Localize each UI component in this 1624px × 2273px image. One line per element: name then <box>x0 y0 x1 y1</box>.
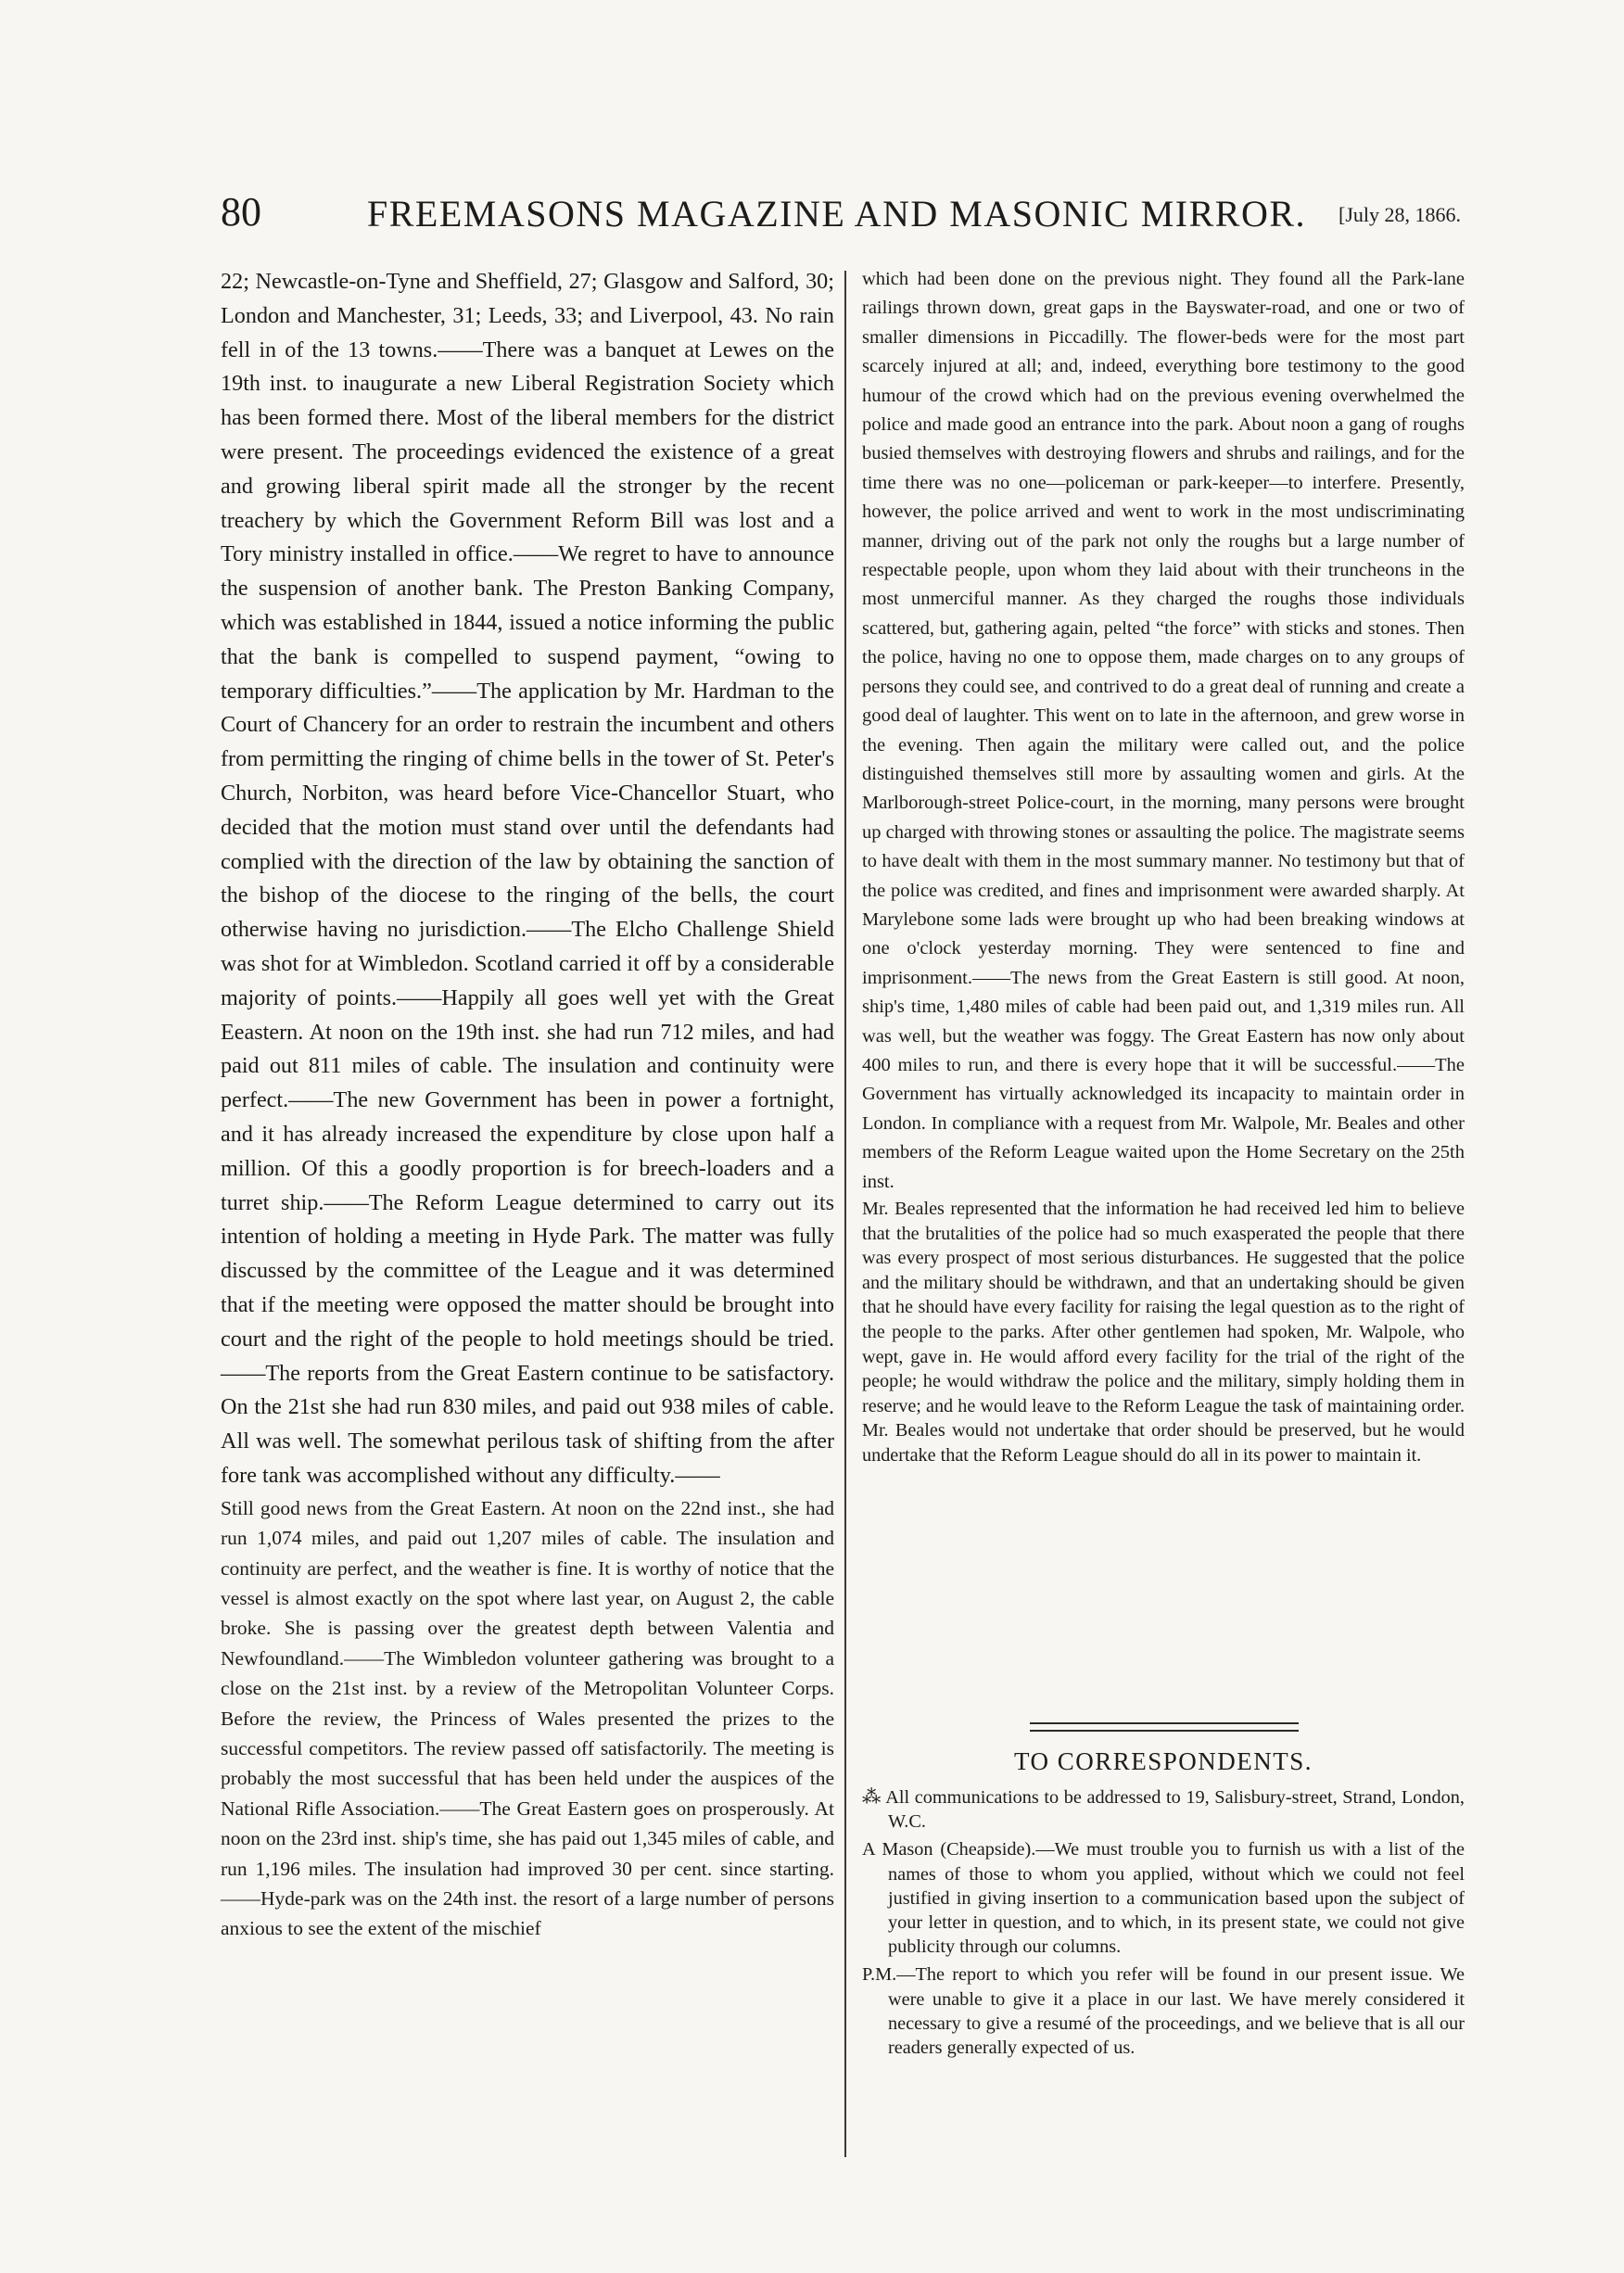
right-column <box>862 265 1465 1468</box>
correspondent-note: P.M.—The report to which you refer will be found in our present issue. We were unable to give it a place in our last. We have merely considered it necessary to give a resumé of the proceedings, and we believe that is all our readers generally expected of us. <box>862 1964 1465 2059</box>
correspondent-note: ⁂ All communications to be addressed to 19, Salisbury-street, Strand, London, W.C. <box>862 1787 1465 1833</box>
correspondents-list <box>862 1785 1465 2063</box>
column-divider <box>844 271 846 2157</box>
page-header <box>221 189 1461 248</box>
correspondent-note: A Mason (Cheapside).—We must trouble you to furnish us with a list of the names of those to whom you applied, without which we could not feel justified in giving insertion to a communication based upon the subject of your letter in question, and to which, in its present state, we could not give publicity through our columns. <box>862 1839 1465 1958</box>
running-title: FREEMASONS MAGAZINE AND MASONIC MIRROR. <box>367 193 1307 235</box>
section-separator <box>1030 1722 1299 1732</box>
left-column-paragraph: Still good news from the Great Eastern. At noon on the 22nd inst., she had run 1,074 miles, and paid out 1,207 miles of cable. The insulation and continuity are perfect, and the weather is fine. It is worthy of notice that the vessel is almost exactly on the spot where last year, on August 2, the cable broke. She is passing over the greatest depth between Valentia and Newfoundland.——The Wimbledon volunteer gathering was brought to a close on the 21st inst. by a review of the Metropolitan Volunteer Corps. Before the review, the Princess of Wales presented the prizes to the successful competitors. The review passed off satisfactorily. The meeting is probably the most successful that has been held under the auspices of the National Rifle Association.——The Great Eastern goes on prosperously. At noon on the 23rd inst. ship's time, she has paid out 1,345 miles of cable, and run 1,196 miles. The insulation had improved 30 per cent. since starting.——Hyde-park was on the 24th inst. the resort of a large number of persons anxious to see the extent of the mischief <box>221 1496 834 1940</box>
left-column <box>221 265 834 1944</box>
left-column-paragraph: 22; Newcastle-on-Tyne and Sheffield, 27; Glasgow and Salford, 30; London and Manchester, 31; Leeds, 33; and Liverpool, 43. No rain fell in of the 13 towns.——There was a banquet at Lewes on the 19th inst. to inaugurate a new Liberal Registration Society which has been formed there. Most of the liberal members for the district were present. The proceedings evidenced the existence of a great and growing liberal spirit made all the stronger by the recent treachery by which the Government Reform Bill was lost and a Tory ministry installed in office.——We regret to have to announce the suspension of another bank. The Preston Banking Company, which was established in 1844, issued a notice informing the public that the bank is compelled to suspend payment, “owing to temporary difficulties.”——The application by Mr. Hardman to the Court of Chancery for an order to restrain the incumbent and others from permitting the ringing of chime bells in the tower of St. Peter's Church, Norbiton, was heard before Vice-Chancellor Stuart, who decided that the motion must stand over until the defendants had complied with the direction of the law by obtaining the sanction of the bishop of the diocese to the ringing of the bells, the court otherwise having no jurisdiction.——The Elcho Challenge Shield was shot for at Wimbledon. Scotland carried it off by a considerable majority of points.——Happily all goes well yet with the Great Eeastern. At noon on the 19th inst. she had run 712 miles, and had paid out 811 miles of cable. The insulation and continuity were perfect.——The new Government has been in power a fortnight, and it has already increased the expenditure by close upon half a million. Of this a goodly proportion is for breech-loaders and a turret ship.——The Reform League determined to carry out its intention of holding a meeting in Hyde Park. The matter was fully discussed by the committee of the League and it was determined that if the meeting were opposed the matter should be brought into court and the right of the people to hold meetings should be tried.——The reports from the Great Eastern continue to be satisfactory. On the 21st she had run 830 miles, and paid out 938 miles of cable. All was well. The somewhat perilous task of shifting from the after fore tank was accomplished without any difficulty.—— <box>221 269 834 1488</box>
right-column-paragraph: Mr. Beales represented that the information he had received led him to believe that the brutalities of the police had so much exasperated the people that there was every prospect of most serious disturbances. He suggested that the police and the military should be withdrawn, and that an undertaking should be given that he should have every facility for raising the legal question as to the right of the people to the parks. After other gentlemen had spoken, Mr. Walpole, who wept, gave in. He would afford every facility for the trial of the right of the people; he would withdraw the police and the military, simply holding them in reserve; and he would leave to the Reform League the task of maintaining order. Mr. Beales would not undertake that order should be preserved, but he would undertake that the Reform League should do all in its power to maintain it. <box>862 1199 1465 1466</box>
section-heading: TO CORRESPONDENTS. <box>1013 1747 1313 1775</box>
page-number: 80 <box>221 189 261 235</box>
issue-date: [July 28, 1866. <box>1339 203 1461 226</box>
right-column-paragraph: which had been done on the previous night. They found all the Park-lane railings thrown down, great gaps in the Bayswater-road, and one or two of smaller dimensions in Piccadilly. The flower-beds were for the most part scarcely injured at all; and, indeed, everything bore testimony to the good humour of the crowd which had on the previous evening overwhelmed the police and made good an entrance into the park. About noon a gang of roughs busied themselves with destroying flowers and shrubs and railings, and for the time there was no one—policeman or park-keeper—to interfere. Presently, however, the police arrived and went to work in the most undiscriminating manner, driving out of the park not only the roughs but a large number of respectable people, upon whom they laid about with their truncheons in the most unmerciful manner. As they charged the roughs those individuals scattered, but, gathering again, pelted “the force” with sticks and stones. Then the police, having no one to oppose them, made charges on to any groups of persons they could see, and contrived to do a great deal of running and create a good deal of laughter. This went on to late in the afternoon, and grew worse in the evening. Then again the military were called out, and the police distinguished themselves still more by assaulting women and girls. At the Marlborough-street Police-court, in the morning, many persons were brought up charged with throwing stones or assaulting the police. The magistrate seems to have dealt with them in the most summary manner. No testimony but that of the police was credited, and fines and imprisonment were awarded sharply. At Marylebone some lads were brought up who had been breaking windows at one o'clock yesterday morning. They were sentenced to fine and imprisonment.——The news from the Great Eastern is still good. At noon, ship's time, 1,480 miles of cable had been paid out, and 1,319 miles run. All was well, but the weather was foggy. The Great Eastern has now only about 400 miles to run, and there is every hope that it will be successful.——The Government has virtually acknowledged its incapacity to maintain order in London. In compliance with a request from Mr. Walpole, Mr. Beales and other members of the Reform League waited upon the Home Secretary on the 25th inst. <box>862 269 1465 1192</box>
